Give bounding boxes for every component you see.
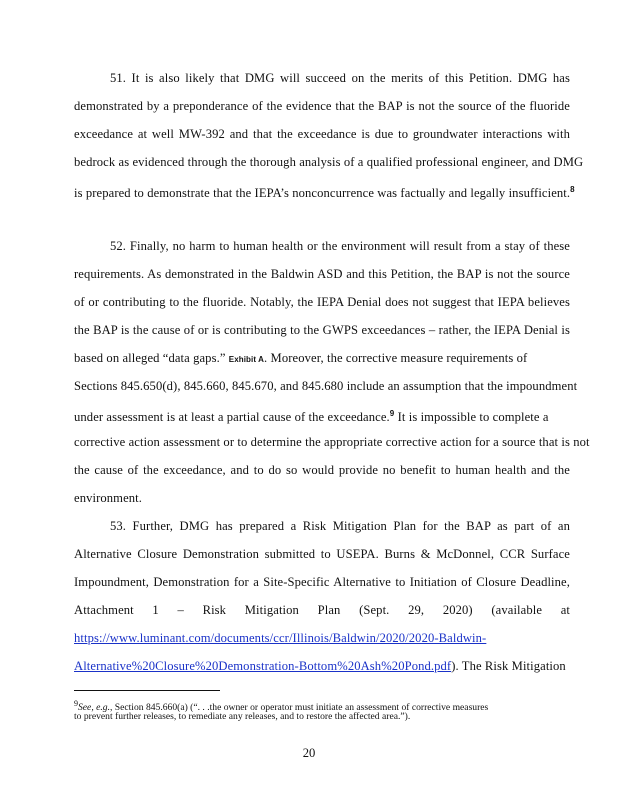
exhibit-a-ref: Exhibit A xyxy=(228,355,265,364)
para-51-line-2: demonstrated by a preponderance of the evidence that the BAP is not the source of the fluoride xyxy=(74,99,570,113)
para-52-line-4: the BAP is the cause of or is contributing to the GWPS exceedances – rather, the IEPA Denial is xyxy=(74,323,570,337)
para-53-line-5 xyxy=(74,630,570,646)
footnote-mark-8: 8 xyxy=(570,185,575,194)
para-51-line-3: exceedance at well MW-392 and that the exceedance is due to groundwater interactions with xyxy=(74,127,570,141)
exhibit-citation xyxy=(74,206,90,219)
para-51-line-5: is prepared to demonstrate that the IEPA’s nonconcurrence was factually and legally insufficient.$^8$ xyxy=(74,185,575,201)
footnote-9-line-1: $^9$See, e.g., Section 845.660(a) (“. . .the owner or operator must initiate an assessment of corrective measures xyxy=(74,699,489,714)
para-51-line-4: bedrock as evidenced through the thorough analysis of a qualified professional engineer, and DMG xyxy=(74,155,584,169)
para-53-line-6: Alternative%20Closure%20Demonstration-Bottom%20Ash%20Pond.pdf). The Risk Mitigation xyxy=(74,659,566,673)
para-52-line-2: requirements. As demonstrated in the Baldwin ASD and this Petition, the BAP is not the source xyxy=(74,267,570,281)
footnote-9-line-2: to prevent further releases, to remediate any releases, and to restore the affected area.”). xyxy=(74,711,411,722)
para-52-line-1: 52. Finally, no harm to human health or the environment will result from a stay of these xyxy=(110,239,570,253)
para-51-line-1: 51. It is also likely that DMG will succeed on the merits of this Petition. DMG has xyxy=(110,71,570,85)
para-52-line-9: the cause of the exceedance, and to do so would provide no benefit to human health and the xyxy=(74,463,570,477)
footnote-9-mark: 9 xyxy=(74,699,78,708)
para-52-line-5: based on alleged “data gaps.” Exhibit A. Moreover, the corrective measure requirements of xyxy=(74,351,528,365)
luminant-link-part-2[interactable]: Alternative%20Closure%20Demonstration-Bottom%20Ash%20Pond.pdf xyxy=(74,659,452,673)
para-53-line-2: Alternative Closure Demonstration submitted to USEPA. Burns & McDonnel, CCR Surface xyxy=(74,547,570,561)
para-52-line-10: environment. xyxy=(74,491,142,505)
para-52-line-6: Sections 845.650(d), 845.660, 845.670, and 845.680 include an assumption that the impoundment xyxy=(74,379,578,393)
footnote-divider xyxy=(74,690,220,691)
para-53-line-4: Attachment 1 – Risk Mitigation Plan (Sept. 29, 2020) (available at xyxy=(74,603,570,617)
para-53-line-3: Impoundment, Demonstration for a Site-Specific Alternative to Initiation of Closure Deadline, xyxy=(74,575,570,589)
para-52-line-3: of or contributing to the fluoride. Notably, the IEPA Denial does not suggest that IEPA believes xyxy=(74,295,570,309)
footnote-mark-9: 9 xyxy=(389,409,395,418)
para-53-line-1: 53. Further, DMG has prepared a Risk Mitigation Plan for the BAP as part of an xyxy=(110,519,570,533)
page-number: 20 xyxy=(302,746,316,760)
para-52-line-7: under assessment is at least a partial cause of the exceedance.$^9$ It is impossible to complete a xyxy=(74,409,549,425)
para-52-line-8: corrective action assessment or to determine the appropriate corrective action for a source that is not xyxy=(74,435,590,449)
luminant-link-part-1[interactable]: https://www.luminant.com/documents/ccr/Illinois/Baldwin/2020/2020-Baldwin- xyxy=(74,631,487,645)
